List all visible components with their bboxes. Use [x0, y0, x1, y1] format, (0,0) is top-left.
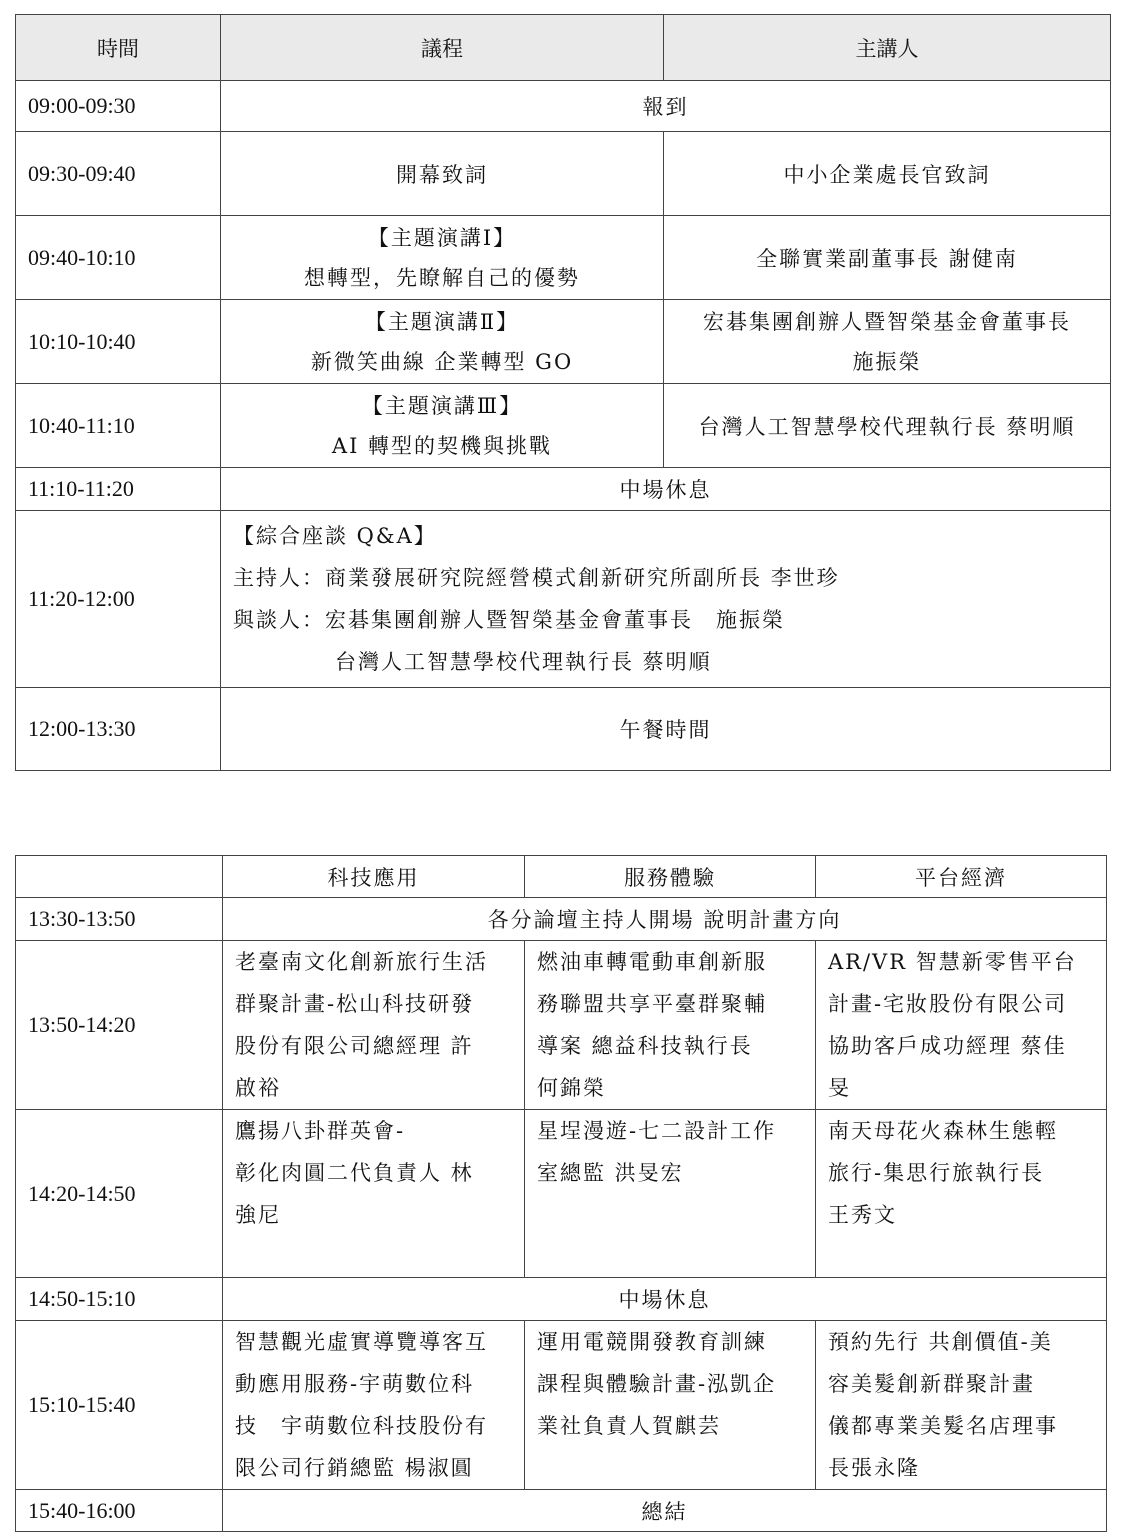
panel-title: 【綜合座談 Q&A】	[233, 524, 437, 548]
cell-line: 何錦榮	[537, 1076, 606, 1100]
time-cell: 11:10-11:20	[16, 468, 221, 511]
time-cell: 10:40-11:10	[16, 384, 221, 468]
keynote-tag: 【主題演講Ⅱ】	[364, 309, 520, 334]
time-cell: 10:10-10:40	[16, 300, 221, 384]
header-time: 時間	[16, 15, 221, 81]
table-row	[16, 511, 1111, 688]
cell-line: 計畫-宅妝股份有限公司	[828, 992, 1068, 1016]
cell-line: 旅行-集思行旅執行長	[828, 1161, 1045, 1185]
time-cell: 14:50-15:10	[16, 1278, 223, 1321]
time-cell: 11:20-12:00	[16, 511, 221, 688]
agenda-cell	[221, 300, 664, 384]
cell-line: 技 宇萌數位科技股份有	[235, 1414, 488, 1438]
merged-cell: 總結	[223, 1490, 1107, 1532]
time-cell: 09:00-09:30	[16, 81, 221, 132]
panel-guest: 與談人：宏碁集團創辦人暨智榮基金會董事長 施振榮	[233, 608, 785, 632]
keynote-title: AI 轉型的契機與挑戰	[331, 433, 553, 458]
cell-line: 室總監 洪旻宏	[537, 1161, 684, 1185]
cell-line: 啟裕	[235, 1076, 281, 1100]
speaker-title: 宏碁集團創辦人暨智榮基金會董事長	[703, 309, 1071, 334]
speaker-cell: 中小企業處長官致詞	[664, 132, 1111, 216]
agenda-cell: 開幕致詞	[221, 132, 664, 216]
header-platform-economy: 平台經濟	[816, 856, 1107, 898]
keynote-title: 想轉型，先瞭解自己的優勢	[304, 265, 580, 290]
table-row	[16, 132, 1111, 216]
time-cell: 15:10-15:40	[16, 1321, 223, 1490]
platform-cell	[816, 941, 1107, 1110]
keynote-tag: 【主題演講Ⅰ】	[367, 225, 517, 250]
agenda-cell: 午餐時間	[221, 688, 1111, 771]
keynote-tag: 【主題演講Ⅲ】	[361, 393, 523, 418]
service-cell	[525, 1110, 816, 1278]
panel-guest: 台灣人工智慧學校代理執行長 蔡明順	[335, 650, 712, 674]
cell-line: AR/VR 智慧新零售平台	[828, 950, 1077, 974]
platform-cell	[816, 1321, 1107, 1490]
agenda-cell	[221, 384, 664, 468]
cell-line: 王秀文	[828, 1203, 897, 1227]
table-row	[16, 81, 1111, 132]
table-row	[16, 1278, 1107, 1321]
header-empty	[16, 856, 223, 898]
table-row	[16, 1321, 1107, 1490]
cell-line: 導案 總益科技執行長	[537, 1034, 753, 1058]
cell-line: 智慧觀光虛實導覽導客互	[235, 1330, 488, 1354]
cell-line: 運用電競開發教育訓練	[537, 1330, 767, 1354]
speaker-name: 施振榮	[852, 349, 922, 374]
cell-line: 強尼	[235, 1203, 281, 1227]
table-row	[16, 384, 1111, 468]
cell-line: 南天母花火森林生態輕	[828, 1119, 1058, 1143]
panel-discussion-cell	[221, 511, 1111, 688]
cell-line: 群聚計畫-松山科技研發	[235, 992, 475, 1016]
time-cell: 09:30-09:40	[16, 132, 221, 216]
table-row	[16, 1110, 1107, 1278]
cell-line: 股份有限公司總經理 許	[235, 1034, 474, 1058]
table-row	[16, 216, 1111, 300]
table-header-row	[16, 856, 1107, 898]
afternoon-forum-table	[15, 855, 1107, 1532]
tech-cell	[223, 1321, 525, 1490]
agenda-cell: 報到	[221, 81, 1111, 132]
merged-cell: 各分論壇主持人開場 說明計畫方向	[223, 898, 1107, 941]
table-header-row	[16, 15, 1111, 81]
cell-line: 動應用服務-宇萌數位科	[235, 1372, 475, 1396]
agenda-cell: 中場休息	[221, 468, 1111, 511]
speaker-cell	[664, 300, 1111, 384]
cell-line: 容美髮創新群聚計畫	[828, 1372, 1035, 1396]
cell-line: 預約先行 共創價值-美	[828, 1330, 1053, 1354]
keynote-title: 新微笑曲線 企業轉型 GO	[310, 349, 574, 374]
time-cell: 09:40-10:10	[16, 216, 221, 300]
table-row	[16, 688, 1111, 771]
speaker-cell: 台灣人工智慧學校代理執行長 蔡明順	[664, 384, 1111, 468]
time-cell: 15:40-16:00	[16, 1490, 223, 1532]
cell-line: 課程與體驗計畫-泓凱企	[537, 1372, 777, 1396]
time-cell: 13:30-13:50	[16, 898, 223, 941]
cell-line: 老臺南文化創新旅行生活	[235, 950, 488, 974]
cell-line: 業社負責人賀麒芸	[537, 1414, 721, 1438]
table-row	[16, 468, 1111, 511]
cell-line: 燃油車轉電動車創新服	[537, 950, 767, 974]
cell-line: 儀都專業美髮名店理事	[828, 1414, 1058, 1438]
service-cell	[525, 941, 816, 1110]
cell-line: 旻	[828, 1076, 851, 1100]
header-service-experience: 服務體驗	[525, 856, 816, 898]
header-agenda: 議程	[221, 15, 664, 81]
tech-cell	[223, 1110, 525, 1278]
agenda-cell	[221, 216, 664, 300]
table-row	[16, 300, 1111, 384]
header-tech-application: 科技應用	[223, 856, 525, 898]
panel-host: 主持人：商業發展研究院經營模式創新研究所副所長 李世珍	[233, 566, 840, 590]
time-cell: 12:00-13:30	[16, 688, 221, 771]
platform-cell	[816, 1110, 1107, 1278]
cell-line: 限公司行銷總監 楊淑圓	[235, 1456, 474, 1480]
cell-line: 務聯盟共享平臺群聚輔	[537, 992, 767, 1016]
table-row	[16, 898, 1107, 941]
cell-line: 長張永隆	[828, 1456, 920, 1480]
table-row	[16, 941, 1107, 1110]
cell-line: 彰化肉圓二代負責人 林	[235, 1161, 474, 1185]
cell-line: 協助客戶成功經理 蔡佳	[828, 1034, 1067, 1058]
speaker-cell: 全聯實業副董事長 謝健南	[664, 216, 1111, 300]
header-speaker: 主講人	[664, 15, 1111, 81]
time-cell: 13:50-14:20	[16, 941, 223, 1110]
tech-cell	[223, 941, 525, 1110]
morning-agenda-table	[15, 14, 1111, 771]
cell-line: 星埕漫遊-七二設計工作	[537, 1119, 777, 1143]
service-cell	[525, 1321, 816, 1490]
time-cell: 14:20-14:50	[16, 1110, 223, 1278]
merged-cell: 中場休息	[223, 1278, 1107, 1321]
cell-line: 鷹揚八卦群英會-	[235, 1119, 406, 1143]
table-row	[16, 1490, 1107, 1532]
